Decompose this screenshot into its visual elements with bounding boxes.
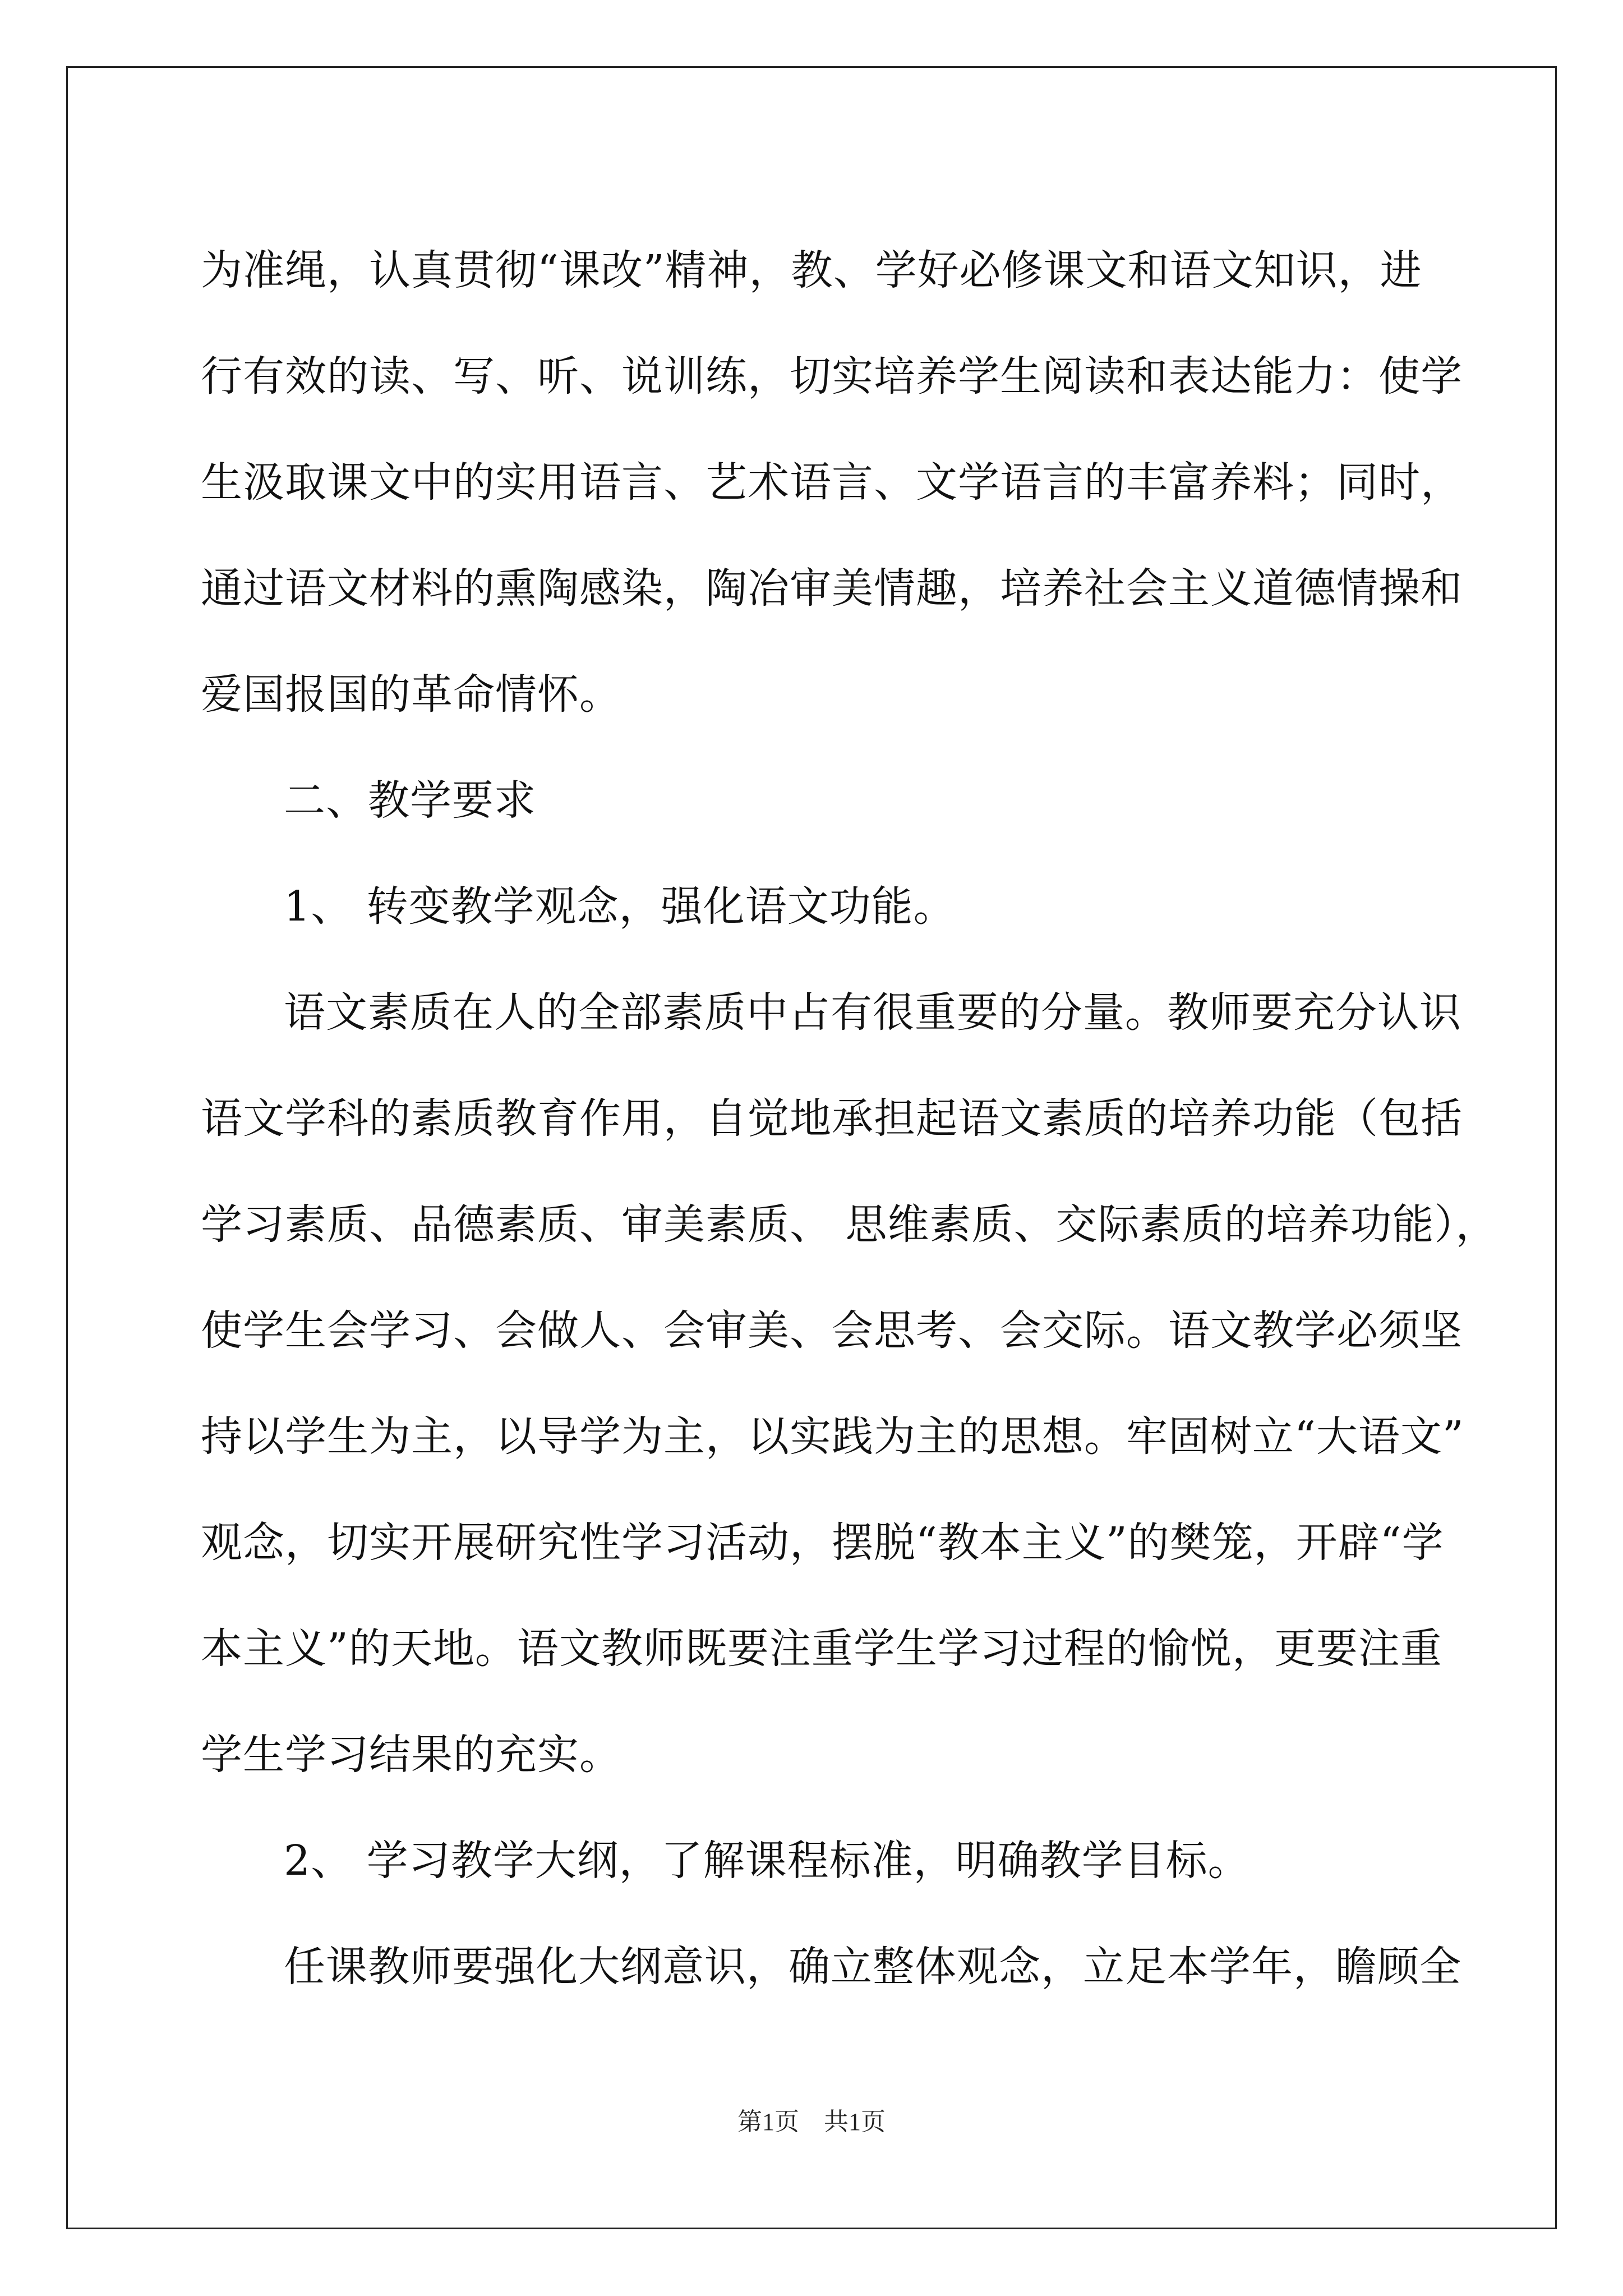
text-line-14: 本主义”的天地。语文教师既要注重学生学习过程的愉悦，更要注重 <box>201 1625 1442 1673</box>
text-line-12: 持以学生为主，以导学为主，以实践为主的思想。牢固树立“大语文” <box>201 1412 1464 1461</box>
page-footer: 第1页 共1页 <box>737 2108 886 2136</box>
text-line-2: 行有效的读、写、听、说训练，切实培养学生阅读和表达能力：使学 <box>201 352 1463 401</box>
subsection-heading-2: 2、 学习教学大纲，了解课程标准，明确教学目标。 <box>284 1837 1250 1885</box>
paragraph-start-line: 语文素质在人的全部素质中占有很重要的分量。教师要充分认识 <box>284 988 1461 1037</box>
text-line-10: 学习素质、品德素质、审美素质、 思维素质、交际素质的培养功能）， <box>201 1200 1498 1249</box>
text-line-11: 使学生会学习、会做人、会审美、会思考、会交际。语文教学必须坚 <box>201 1306 1463 1355</box>
text-line-15: 学生学习结果的充实。 <box>201 1731 621 1779</box>
document-body <box>201 218 1498 2020</box>
section-heading: 二、教学要求 <box>284 776 536 825</box>
subsection-heading-1: 1、 转变教学观念，强化语文功能。 <box>284 882 956 931</box>
paragraph-start-line: 任课教师要强化大纲意识，确立整体观念，立足本学年，瞻顾全 <box>284 1943 1461 1991</box>
text-line-5: 爱国报国的革命情怀。 <box>201 670 621 719</box>
text-line-4: 通过语文材料的熏陶感染，陶冶审美情趣，培养社会主义道德情操和 <box>201 564 1463 613</box>
text-line-3: 生汲取课文中的实用语言、艺术语言、文学语言的丰富养料；同时， <box>201 458 1463 507</box>
text-line-13: 观念，切实开展研究性学习活动，摆脱“教本主义”的樊笼，开辟“学 <box>201 1519 1444 1567</box>
text-line-9: 语文学科的素质教育作用，自觉地承担起语文素质的培养功能（包括 <box>201 1094 1463 1143</box>
text-line-1: 为准绳，认真贯彻“课改”精神，教、学好必修课文和语文知识，进 <box>201 246 1422 295</box>
